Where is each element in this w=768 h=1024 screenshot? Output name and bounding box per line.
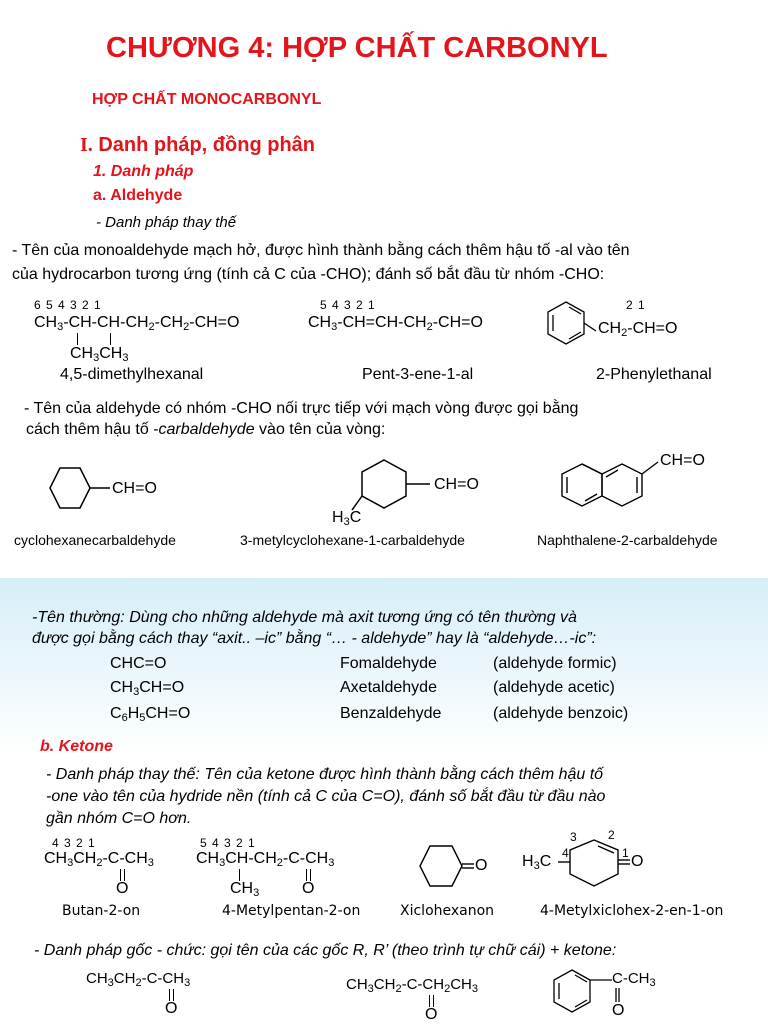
atom-number: 3 bbox=[570, 830, 577, 844]
compound-name: 3-metylcyclohexane-1-carbaldehyde bbox=[240, 532, 465, 548]
compound-name: 4-Metylpentan-2-on bbox=[222, 903, 361, 919]
structure-cyclohexanone bbox=[408, 840, 498, 896]
subsection-aldehyde: a. Aldehyde bbox=[93, 187, 183, 204]
paragraph-line: -Tên thường: Dùng cho những aldehyde mà axit tương ứng có tên thường và bbox=[32, 609, 577, 626]
paragraph-line: - Danh pháp thay thế: Tên của ketone được hình thành bằng cách thêm hậu tố bbox=[46, 766, 604, 783]
paragraph-line: gần nhóm C=O hơn. bbox=[46, 810, 192, 827]
atom-numbers: 5 4 3 2 1 bbox=[200, 836, 256, 850]
compound-name: Xiclohexanon bbox=[400, 903, 495, 919]
oxygen-label: O bbox=[116, 880, 129, 897]
structure-formula: $CH_3CH-CH_2-C-CH_3$ bbox=[196, 850, 335, 869]
naphthalene-ring-icon bbox=[554, 444, 734, 524]
table-cell-name: Benzaldehyde bbox=[340, 705, 442, 722]
table-cell-formula: $CH_3CH=O$ bbox=[110, 679, 185, 698]
slide-divider bbox=[0, 566, 768, 578]
table-cell-acid: (aldehyde formic) bbox=[493, 655, 617, 672]
structure-diethyl-ketone bbox=[340, 972, 520, 1024]
structure-phenylethanal bbox=[542, 294, 742, 356]
paragraph-line: - Tên của monoaldehyde mạch hở, được hình thành bằng cách thêm hậu tố -al vào tên bbox=[12, 242, 630, 259]
branch-methyls: $CH_3CH_3$ bbox=[70, 345, 129, 364]
compound-name: 4,5-dimethylhexanal bbox=[60, 366, 204, 383]
structure-formula: $CH_3-CH=CH-CH_2-CH=O$ bbox=[308, 314, 483, 333]
structure-methylcyclohexanecarbaldehyde bbox=[330, 446, 500, 532]
atom-number: 2 bbox=[608, 828, 615, 842]
paragraph-line: của hydrocarbon tương ứng (tính cả C của -CHO); đánh số bắt đầu từ nhóm -CHO: bbox=[12, 266, 605, 283]
compound-name: Pent-3-ene-1-al bbox=[362, 366, 474, 383]
paragraph-line: -one vào tên của hydride nền (tính cả C của C=O), đánh số bắt đầu từ đầu nào bbox=[46, 788, 606, 805]
oxygen-label: O bbox=[165, 1000, 178, 1017]
table-cell-name: Fomaldehyde bbox=[340, 655, 437, 672]
atom-numbers: 5 4 3 2 1 bbox=[320, 298, 376, 312]
paragraph-line: - Tên của aldehyde có nhóm -CHO nối trực tiếp với mạch vòng được gọi bằng bbox=[24, 400, 579, 417]
structure-pentenal bbox=[306, 296, 526, 346]
structure-dimethylhexanal bbox=[30, 296, 280, 368]
structure-formula: $CH_3CH_2-C-CH_3$ bbox=[44, 850, 154, 869]
paragraph-line: cách thêm hậu tố -carbaldehyde vào tên của vòng: bbox=[26, 421, 386, 438]
oxygen-label: O bbox=[612, 1002, 625, 1019]
structure-formula: $CH_3-CH-CH-CH_2-CH_2-CH=O$ bbox=[34, 314, 240, 333]
section-title: Danh pháp, đồng phân bbox=[92, 134, 315, 156]
subtitle: HỢP CHẤT MONOCARBONYL bbox=[92, 91, 322, 108]
atom-numbers: 6 5 4 3 2 1 bbox=[34, 298, 102, 312]
table-cell-formula: $C_6H_5CH=O$ bbox=[110, 705, 191, 724]
atom-number: 4 bbox=[562, 846, 569, 860]
compound-name: Naphthalene-2-carbaldehyde bbox=[537, 532, 718, 548]
structure-formula: $C-CH_3$ bbox=[612, 970, 656, 989]
structure-formula: $CH_3CH_2-C-CH_2CH_3$ bbox=[346, 976, 479, 995]
structure-methylcyclohexenone bbox=[518, 828, 678, 900]
methyl-label: $H_3C$ bbox=[332, 509, 362, 528]
substitutive-label: - Danh pháp thay thế bbox=[96, 214, 237, 231]
atom-numbers: 2 1 bbox=[626, 298, 646, 312]
structure-formula: $CH_3CH_2-C-CH_3$ bbox=[86, 970, 191, 989]
subsection-heading: 1. Danh pháp bbox=[93, 163, 194, 180]
bond-line bbox=[77, 333, 78, 345]
methyl-label: $H_3C$ bbox=[522, 853, 552, 872]
section-number: I. bbox=[80, 134, 93, 156]
paragraph-line: được gọi bằng cách thay “axit.. –ic” bằng “… - aldehyde” hay là “aldehyde…-ic”: bbox=[32, 630, 597, 647]
compound-name: Butan-2-on bbox=[62, 903, 141, 919]
table-cell-acid: (aldehyde benzoic) bbox=[493, 705, 629, 722]
cho-label: CH=O bbox=[434, 476, 479, 493]
bond-line bbox=[110, 333, 111, 345]
slide-title: CHƯƠNG 4: HỢP CHẤT CARBONYL bbox=[106, 32, 608, 64]
oxygen-label: O bbox=[631, 853, 644, 870]
compound-name: cyclohexanecarbaldehyde bbox=[14, 532, 176, 548]
oxygen-label: O bbox=[475, 857, 488, 874]
table-cell-name: Axetaldehyde bbox=[340, 679, 437, 696]
oxygen-label: O bbox=[425, 1006, 438, 1023]
structure-methylpentanone bbox=[192, 834, 364, 904]
oxygen-label: O bbox=[302, 880, 315, 897]
branch-methyl: $CH_3$ bbox=[230, 880, 260, 899]
cho-label: CH=O bbox=[112, 480, 157, 497]
atom-numbers: 4 3 2 1 bbox=[52, 836, 96, 850]
table-cell-acid: (aldehyde acetic) bbox=[493, 679, 615, 696]
structure-ethyl-methyl-ketone bbox=[80, 966, 230, 1022]
structure-acetophenone bbox=[548, 964, 718, 1022]
table-cell-formula: CHC=O bbox=[110, 655, 167, 672]
paragraph-line: - Danh pháp gốc - chức: gọi tên của các gốc R, R’ (theo trình tự chữ cái) + ketone: bbox=[34, 942, 617, 959]
structure-naphthaldehyde bbox=[554, 444, 734, 524]
section-heading bbox=[80, 134, 315, 157]
structure-cyclohexanecarbaldehyde bbox=[38, 448, 178, 528]
cyclohexane-ring-icon bbox=[38, 448, 178, 528]
slide-common-names-ketone bbox=[0, 578, 768, 1024]
structure-formula: $CH_2-CH=O$ bbox=[598, 320, 678, 339]
cho-label: CH=O bbox=[660, 452, 705, 469]
ketone-heading: b. Ketone bbox=[40, 738, 113, 755]
compound-name: 2-Phenylethanal bbox=[596, 366, 712, 383]
atom-number: 1 bbox=[622, 846, 629, 860]
compound-name: 4-Metylxiclohex-2-en-1-on bbox=[540, 903, 724, 919]
structure-butanone bbox=[40, 834, 176, 900]
